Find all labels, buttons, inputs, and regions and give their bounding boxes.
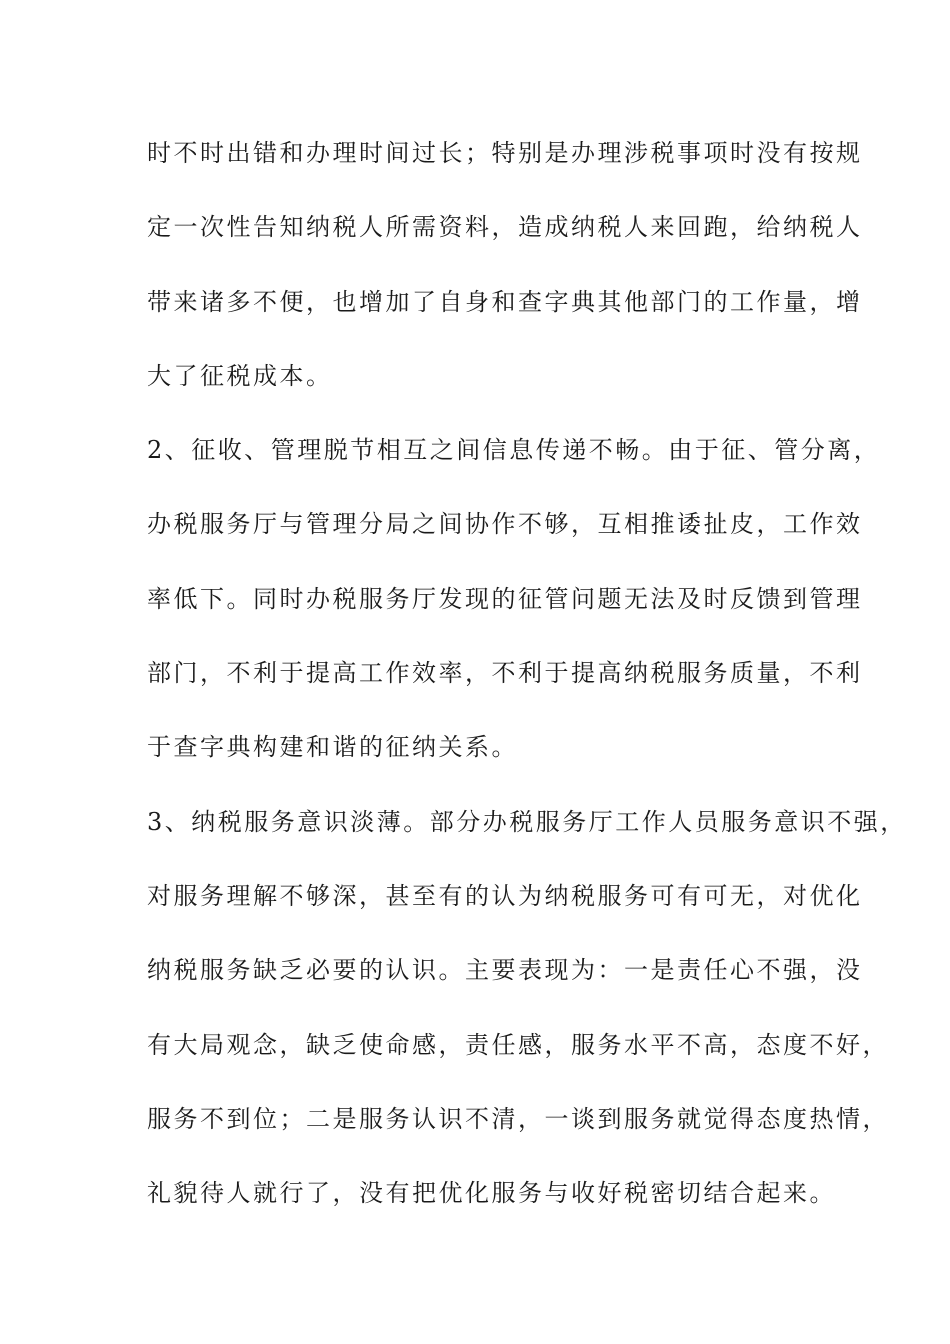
text-line: 纳税服务缺乏必要的认识。主要表现为：一是责任心不强，没 [147, 956, 863, 985]
text-line: 办税服务厅与管理分局之间协作不够，互相推诿扯皮，工作效 [147, 510, 863, 539]
text-line: 对服务理解不够深，甚至有的认为纳税服务可有可无，对优化 [147, 881, 863, 910]
text-line: 带来诸多不便，也增加了自身和查字典其他部门的工作量，增 [147, 287, 863, 316]
text-line: 礼貌待人就行了，没有把优化服务与收好税密切结合起来。 [147, 1179, 836, 1208]
text-line: 3、纳税服务意识淡薄。部分办税服务厅工作人员服务意识不强， [147, 807, 907, 836]
text-line: 时不时出错和办理时间过长；特别是办理涉税事项时没有按规 [147, 139, 863, 167]
document-body [147, 128, 907, 1242]
text-line: 部门，不利于提高工作效率，不利于提高纳税服务质量，不利 [147, 659, 863, 688]
text-line: 有大局观念，缺乏使命感，责任感，服务水平不高，态度不好， [147, 1030, 889, 1059]
text-line: 服务不到位；二是服务认识不清，一谈到服务就觉得态度热情， [147, 1104, 889, 1133]
text-line: 于查字典构建和谐的征纳关系。 [147, 733, 518, 762]
text-line: 2、征收、管理脱节相互之间信息传递不畅。由于征、管分离， [147, 436, 881, 465]
text-line: 率低下。同时办税服务厅发现的征管问题无法及时反馈到管理 [147, 584, 863, 613]
text-line: 定一次性告知纳税人所需资料，造成纳税人来回跑，给纳税人 [147, 213, 863, 242]
text-line: 大了征税成本。 [147, 361, 333, 390]
